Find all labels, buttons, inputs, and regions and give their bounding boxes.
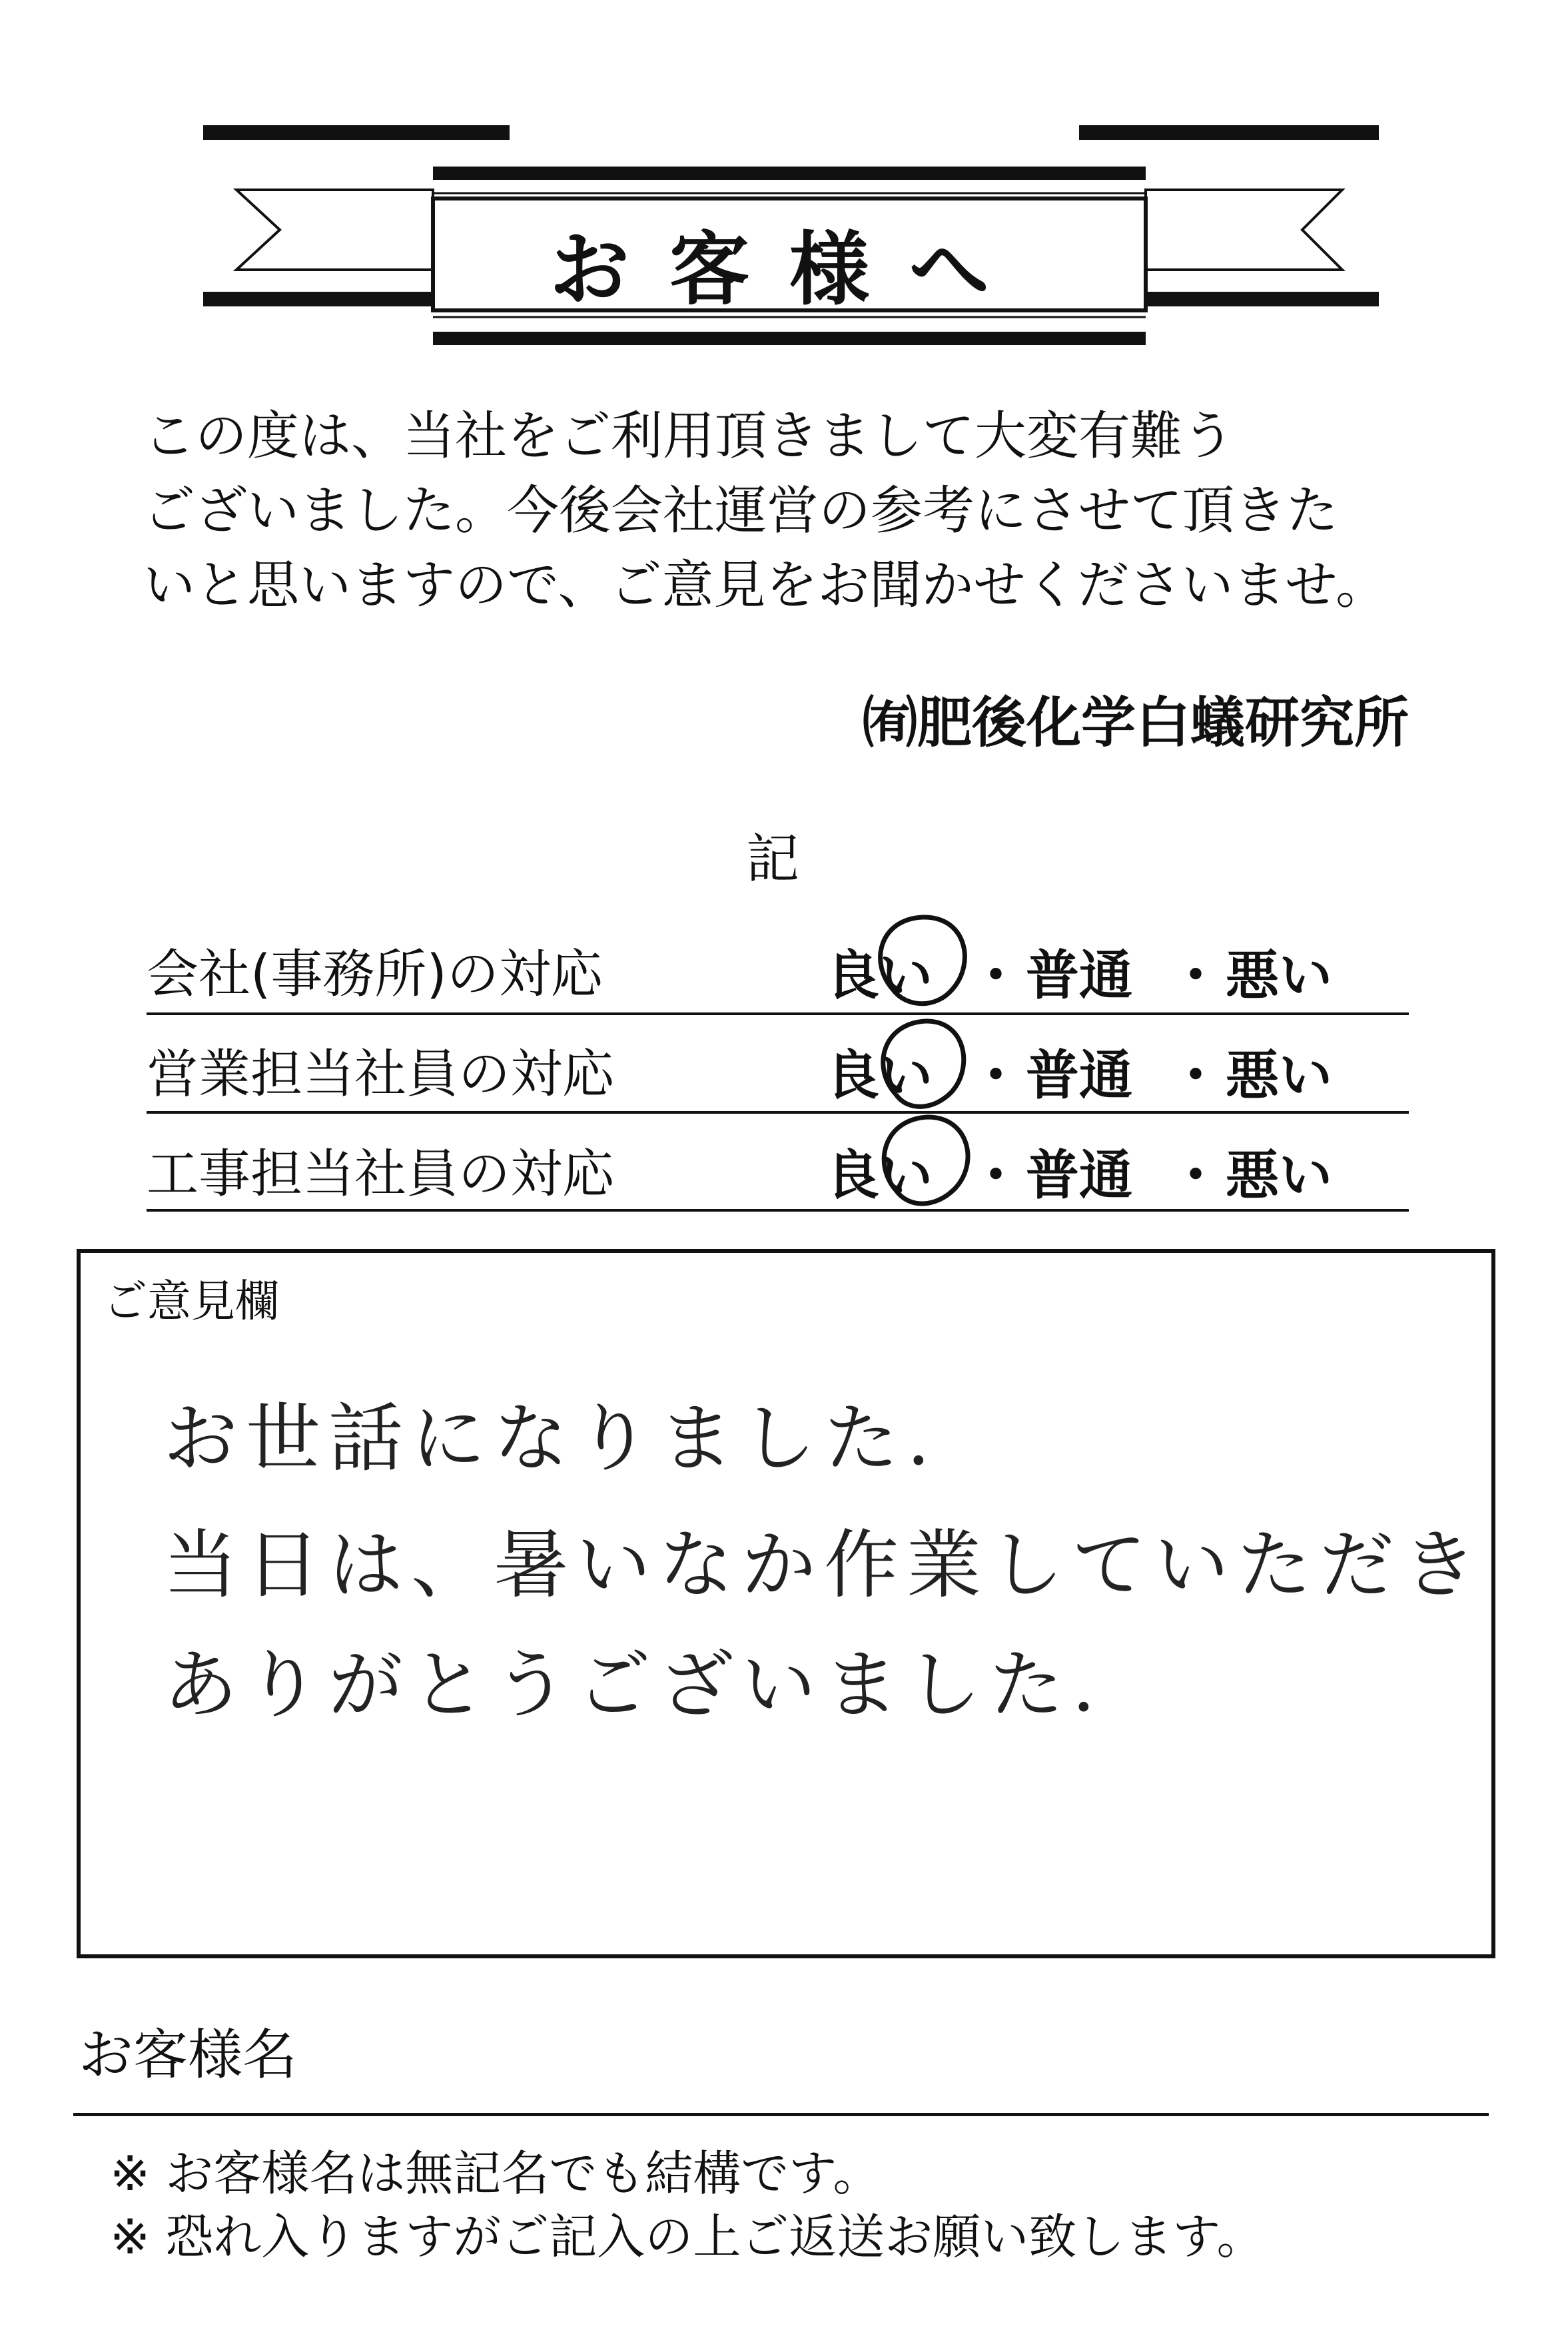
option-normal[interactable]: 普通 xyxy=(1026,945,1132,1006)
customer-name-line[interactable] xyxy=(73,2113,1489,2116)
option-good[interactable]: 良い xyxy=(826,1144,933,1206)
row-divider xyxy=(147,1111,1409,1114)
option-good[interactable]: 良い xyxy=(826,945,933,1006)
company-name: ㈲肥後化学白蟻研究所 xyxy=(862,691,1409,755)
note-line-1: ※ お客様名は無記名でも結構です。 xyxy=(110,2145,881,2201)
intro-line-3: いと思いますので、ご意見をお聞かせくださいませ。 xyxy=(143,556,1388,615)
separator: ・ xyxy=(1169,945,1222,1006)
separator: ・ xyxy=(1169,1144,1222,1206)
selection-circle xyxy=(869,1109,982,1216)
comment-label: ご意見欄 xyxy=(103,1276,279,1327)
separator: ・ xyxy=(969,1144,1022,1206)
separator: ・ xyxy=(1169,1044,1222,1106)
handwritten-comment-line-1: お世話になりました. xyxy=(163,1395,939,1482)
intro-line-1: この度は、当社をご利用頂きまして大変有難う xyxy=(143,406,1235,466)
separator: ・ xyxy=(969,945,1022,1006)
row-divider xyxy=(147,1012,1409,1015)
selection-circle xyxy=(866,1011,979,1118)
customer-name-label: お客様名 xyxy=(79,2024,298,2087)
option-bad[interactable]: 悪い xyxy=(1226,1144,1332,1206)
option-good[interactable]: 良い xyxy=(826,1044,933,1106)
handwritten-comment-line-2: 当日は、暑いなか作業していただき xyxy=(163,1522,1485,1609)
banner-title: お客様へ xyxy=(550,222,1029,316)
handwritten-comment-line-3: ありがとうございました. xyxy=(163,1642,1104,1729)
option-normal[interactable]: 普通 xyxy=(1026,1044,1132,1106)
separator: ・ xyxy=(969,1044,1022,1106)
option-bad[interactable]: 悪い xyxy=(1226,1044,1332,1106)
selection-circle xyxy=(866,909,979,1016)
row-divider xyxy=(147,1209,1409,1212)
option-normal[interactable]: 普通 xyxy=(1026,1144,1132,1206)
intro-line-2: ございました。今後会社運営の参考にさせて頂きた xyxy=(143,481,1339,541)
note-line-2: ※ 恐れ入りますがご記入の上ご返送お願い致します。 xyxy=(110,2209,1265,2265)
option-bad[interactable]: 悪い xyxy=(1226,945,1332,1006)
row-label-sales: 営業担当社員の対応 xyxy=(147,1044,615,1104)
row-label-company: 会社(事務所)の対応 xyxy=(147,945,603,1004)
row-label-construction: 工事担当社員の対応 xyxy=(147,1144,615,1204)
ki-heading: 記 xyxy=(746,828,799,890)
